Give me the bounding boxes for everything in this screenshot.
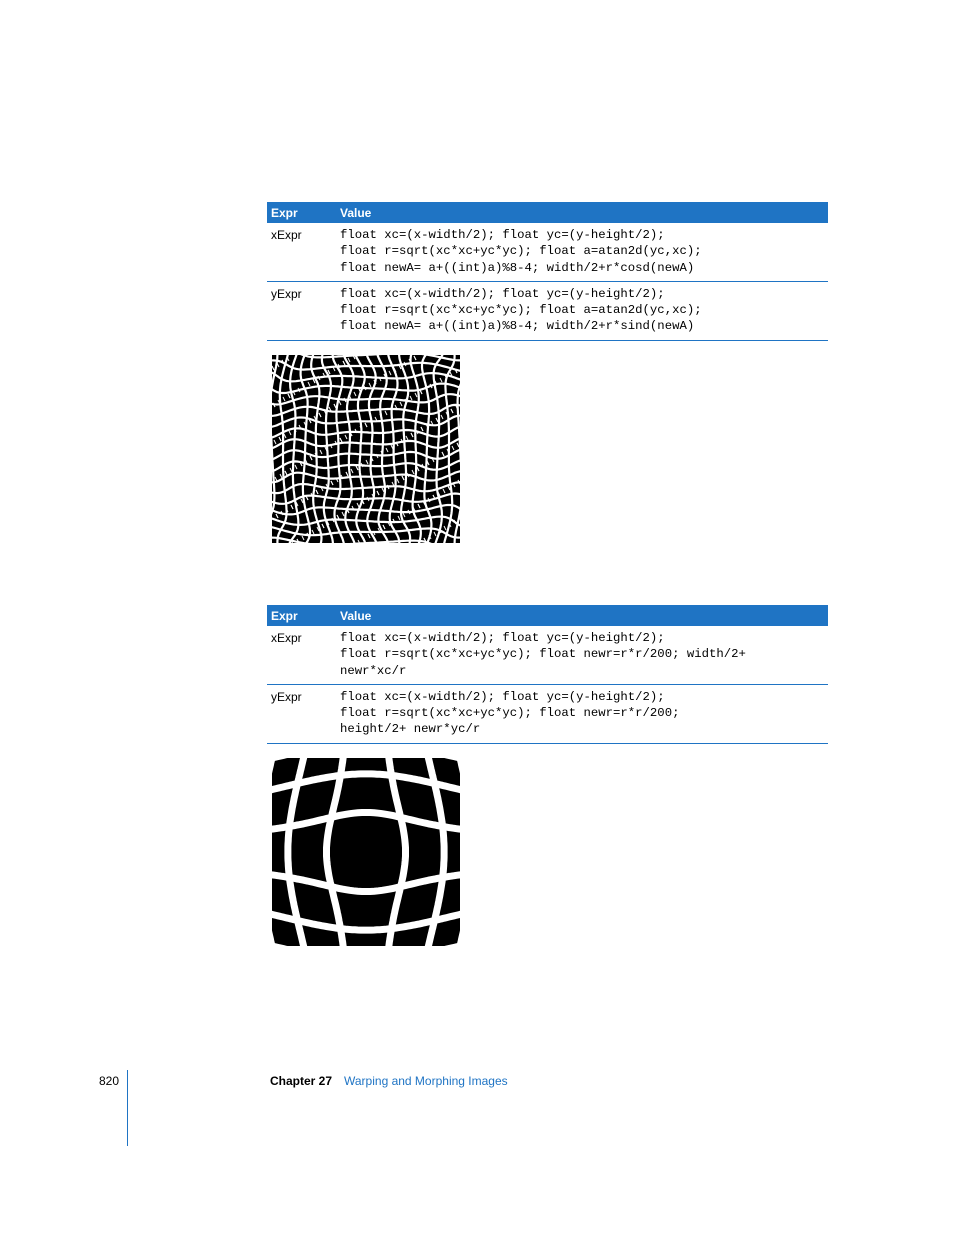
- expr-name: xExpr: [267, 626, 336, 684]
- figure-background: [272, 355, 460, 543]
- swirl-grid-figure: [272, 355, 460, 543]
- bulge-grid-figure: [272, 758, 460, 946]
- header-expr: Expr: [267, 605, 336, 626]
- expression-table-2: [267, 605, 828, 744]
- expr-value: float xc=(x-width/2); float yc=(y-height/2); float r=sqrt(xc*xc+yc*yc); float a=atan2d(yc,xc); float newA= a+((int)a)%8-4; width/2+r*cosd(newA): [336, 223, 828, 281]
- expr-value: float xc=(x-width/2); float yc=(y-height/2); float r=sqrt(xc*xc+yc*yc); float newr=r*r/200; height/2+ newr*yc/r: [336, 684, 828, 743]
- table-header-row: [267, 202, 828, 223]
- expr-value: float xc=(x-width/2); float yc=(y-height/2); float r=sqrt(xc*xc+yc*yc); float a=atan2d(yc,xc); float newA= a+((int)a)%8-4; width/2+r*sind(newA): [336, 281, 828, 340]
- chapter-title-link[interactable]: Warping and Morphing Images: [344, 1074, 508, 1088]
- expression-table-1: [267, 202, 828, 341]
- bulge-grid-image: [272, 758, 460, 946]
- table-row: [267, 626, 828, 684]
- table-row: [267, 223, 828, 281]
- table-row: [267, 684, 828, 743]
- table-header-row: [267, 605, 828, 626]
- chapter-label: Chapter 27: [270, 1074, 333, 1088]
- header-expr: Expr: [267, 202, 336, 223]
- swirl-grid-image: [272, 355, 460, 543]
- expr-name: yExpr: [267, 684, 336, 743]
- header-value: Value: [336, 202, 828, 223]
- header-value: Value: [336, 605, 828, 626]
- expr-name: yExpr: [267, 281, 336, 340]
- page-number: 820: [99, 1074, 120, 1088]
- expr-name: xExpr: [267, 223, 336, 281]
- expr-value: float xc=(x-width/2); float yc=(y-height/2); float r=sqrt(xc*xc+yc*yc); float newr=r*r/200; width/2+ newr*xc/r: [336, 626, 828, 684]
- footer-divider: [127, 1070, 128, 1146]
- table-row: [267, 281, 828, 340]
